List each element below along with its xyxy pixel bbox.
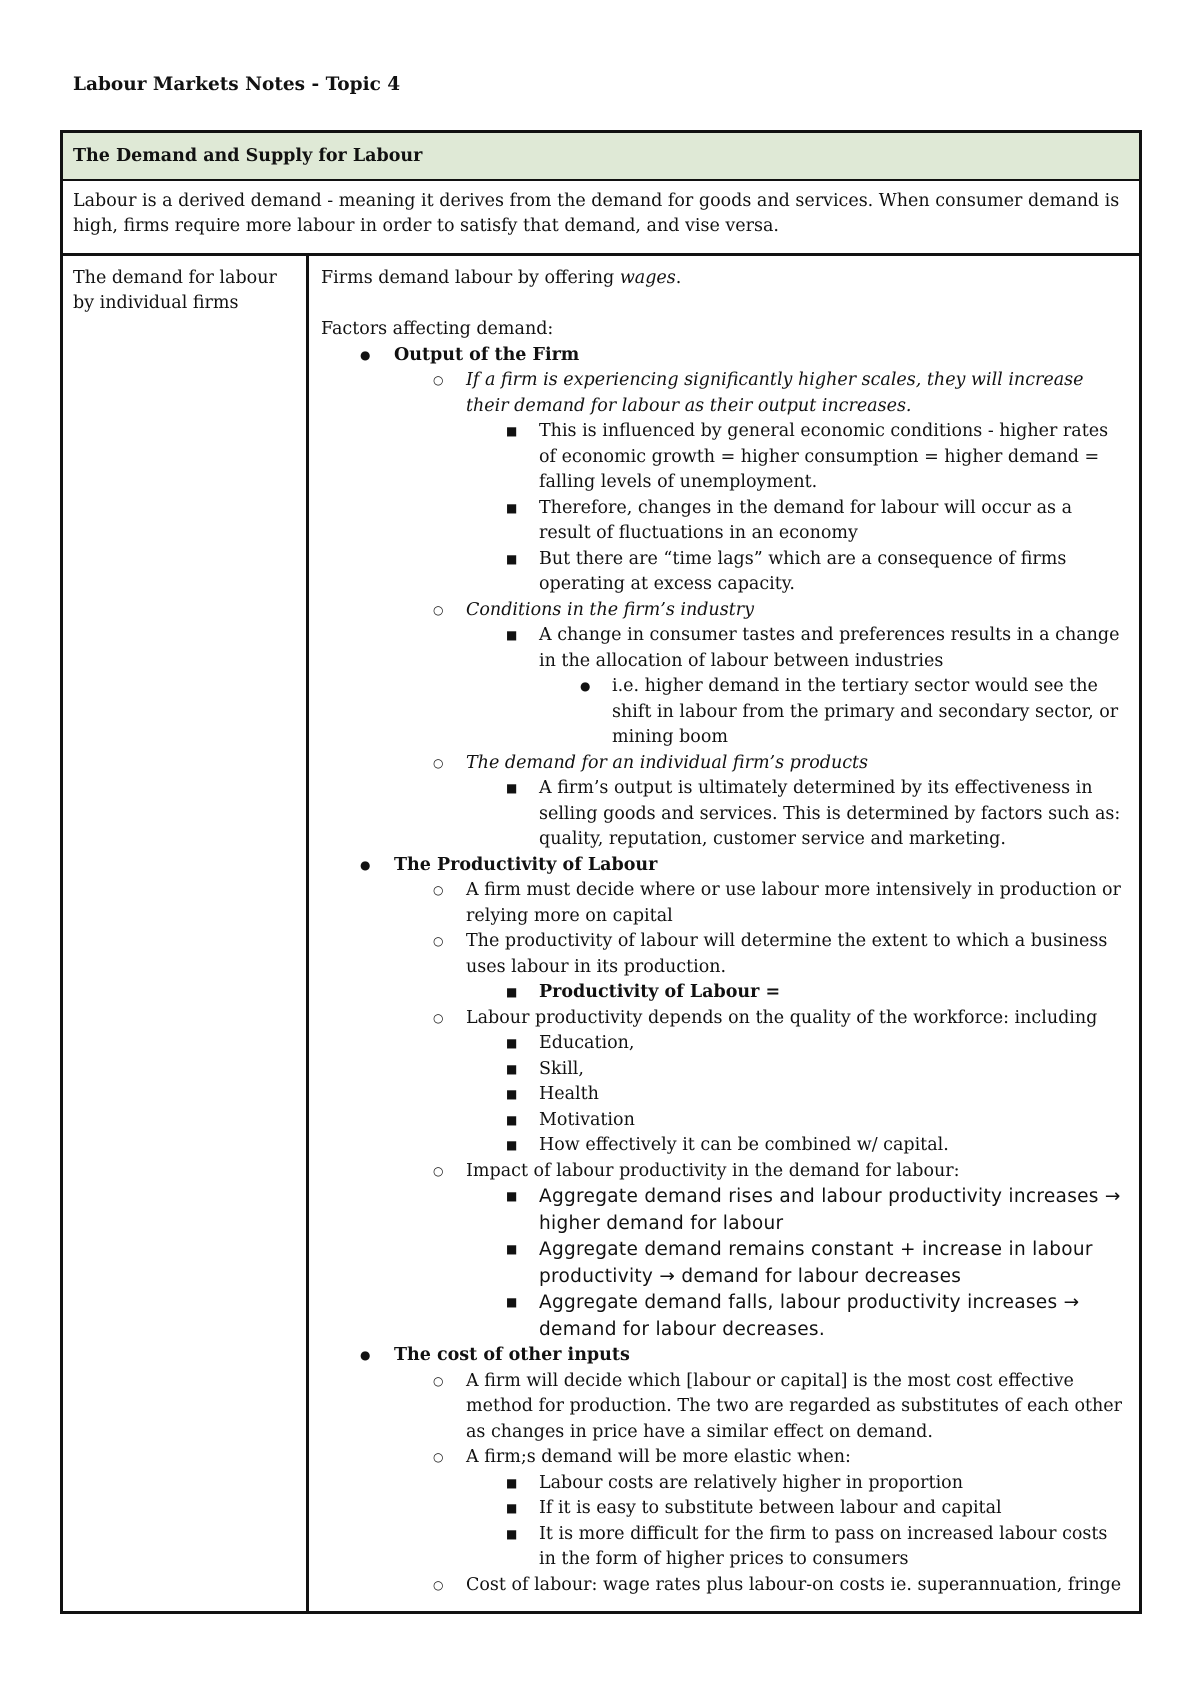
bullet-icon: ■: [506, 628, 518, 642]
list-item-text: But there are “time lags” which are a consequence of firms operating at excess capacity.: [539, 548, 1067, 594]
bullet-icon: ■: [506, 985, 518, 999]
factors-heading: Factors affecting demand:: [321, 319, 554, 339]
list-item-text: How effectively it can be combined w/ capital.: [539, 1135, 949, 1155]
factors-list: [321, 343, 1129, 1599]
list-item-text: A firm;s demand will be more elastic when:: [466, 1447, 851, 1467]
bullet-icon: ●: [360, 347, 371, 362]
bullet-icon: ■: [506, 1189, 518, 1203]
list-item-text: Aggregate demand falls, labour productivity increases → demand for labour decreases.: [539, 1292, 1080, 1340]
list-item: [321, 623, 1129, 674]
list-item-text: Labour productivity depends on the quality of the workforce: including: [466, 1007, 1098, 1028]
content-cell: [309, 256, 1139, 1611]
list-item-text: A change in consumer tastes and preferences results in a change in the allocation of labour between industries: [539, 625, 1120, 671]
bullet-icon: ○: [433, 1373, 444, 1388]
list-item: [321, 1184, 1129, 1237]
list-item: [321, 547, 1129, 598]
list-item-text: A firm must decide where or use labour more intensively in production or relying more on capital: [466, 880, 1121, 926]
list-item: [321, 1057, 1129, 1083]
bullet-icon: ●: [360, 857, 371, 872]
list-item: [321, 878, 1129, 929]
wages-line: Firms demand labour by offering wages.: [321, 268, 682, 288]
bullet-icon: ○: [433, 373, 444, 387]
table-header: The Demand and Supply for Labour: [63, 133, 1139, 181]
row-label: The demand for labour by individual firms: [63, 256, 309, 1611]
list-item-text: Output of the Firm: [394, 344, 580, 365]
bullet-icon: ■: [506, 1295, 518, 1309]
bullet-icon: ■: [506, 1112, 518, 1127]
bullet-icon: ○: [433, 1577, 444, 1592]
list-item: [321, 929, 1129, 980]
list-item: [321, 1159, 1129, 1185]
list-item-text: If a firm is experiencing significantly higher scales, they will increase their demand for labour as their output increases.: [466, 370, 1084, 416]
list-item: [321, 368, 1129, 419]
list-item: [321, 1237, 1129, 1290]
bullet-icon: ○: [433, 1450, 444, 1464]
list-item-text: i.e. higher demand in the tertiary sector would see the shift in labour from the primary and secondary sector, or mining boom: [612, 676, 1119, 747]
bullet-icon: ○: [433, 755, 444, 770]
list-item-text: The demand for an individual firm’s products: [466, 752, 869, 773]
list-item-text: The cost of other inputs: [394, 1345, 630, 1365]
list-item-text: Education,: [539, 1033, 635, 1053]
bullet-icon: ■: [506, 551, 518, 566]
list-item: [321, 343, 1129, 369]
list-item-text: A firm’s output is ultimately determined by its effectiveness in selling goods and services. This is determined by factors such as: quality, reputation, customer service and marketing.: [539, 778, 1121, 849]
document-title: Labour Markets Notes - Topic 4: [73, 74, 401, 95]
list-item-text: The productivity of labour will determine the extent to which a business uses labour in its production.: [466, 931, 1108, 977]
bullet-icon: ■: [506, 424, 518, 438]
list-item: [321, 1006, 1129, 1032]
list-item-text: This is influenced by general economic conditions - higher rates of economic growth = higher consumption = higher demand = falling levels of unemployment.: [539, 421, 1109, 492]
bullet-icon: ■: [506, 1501, 518, 1515]
bullet-icon: ■: [506, 1087, 518, 1101]
list-item-text: Therefore, changes in the demand for labour will occur as a result of fluctuations in an economy: [539, 497, 1073, 543]
list-item: [321, 1082, 1129, 1108]
list-item-text: Aggregate demand rises and labour productivity increases → higher demand for labour: [539, 1186, 1121, 1234]
list-item-text: Conditions in the firm’s industry: [466, 599, 754, 620]
bullet-icon: ■: [506, 1475, 518, 1490]
list-item: [321, 1522, 1129, 1573]
notes-table: [60, 130, 1142, 1614]
list-item-text: The Productivity of Labour: [394, 854, 658, 875]
list-item-text: Productivity of Labour =: [539, 982, 781, 1002]
bullet-icon: ■: [506, 1526, 518, 1541]
list-item: [321, 496, 1129, 547]
list-item-text: Labour costs are relatively higher in proportion: [539, 1472, 963, 1493]
bullet-icon: ○: [433, 883, 444, 897]
bullet-icon: ■: [506, 1036, 518, 1050]
intro-paragraph: Labour is a derived demand - meaning it derives from the demand for goods and services. When consumer demand is high, firms require more labour in order to satisfy that demand, and vise versa.: [63, 181, 1139, 256]
list-item: [321, 1369, 1129, 1446]
bullet-icon: ■: [506, 1242, 518, 1256]
bullet-icon: ○: [433, 934, 444, 948]
bullet-icon: ●: [360, 1348, 371, 1362]
list-item-text: Cost of labour: wage rates plus labour-on costs ie. superannuation, fringe: [466, 1574, 1122, 1595]
list-item: [321, 751, 1129, 777]
bullet-icon: ●: [580, 679, 591, 693]
list-item: [321, 1290, 1129, 1343]
list-item: [321, 1343, 1129, 1369]
bullet-icon: ■: [506, 781, 518, 795]
list-item: [321, 853, 1129, 879]
bullet-icon: ○: [433, 602, 444, 617]
list-item: [321, 1496, 1129, 1522]
list-item-text: A firm will decide which [labour or capital] is the most cost effective method for production. The two are regarded as substitutes of each other as changes in price have a similar effect on demand.: [466, 1370, 1123, 1442]
list-item: [321, 1108, 1129, 1134]
bullet-icon: ○: [433, 1010, 444, 1025]
list-item-text: If it is easy to substitute between labour and capital: [539, 1498, 1002, 1518]
bullet-icon: ■: [506, 1138, 518, 1152]
list-item-text: It is more difficult for the firm to pass on increased labour costs in the form of higher prices to consumers: [539, 1523, 1108, 1569]
list-item: [321, 1031, 1129, 1057]
list-item: [321, 776, 1129, 853]
list-item-text: Motivation: [539, 1109, 635, 1130]
list-item: [321, 1133, 1129, 1159]
list-item-text: Skill,: [539, 1058, 584, 1079]
list-item: [321, 1471, 1129, 1497]
bullet-icon: ■: [506, 500, 518, 515]
list-item: [321, 980, 1129, 1006]
list-item-text: Impact of labour productivity in the demand for labour:: [466, 1160, 960, 1181]
bullet-icon: ○: [433, 1163, 444, 1178]
list-item: [321, 598, 1129, 624]
bullet-icon: ■: [506, 1061, 518, 1076]
list-item: [321, 419, 1129, 496]
list-item: [321, 1445, 1129, 1471]
list-item: [321, 1573, 1129, 1599]
list-item-text: Health: [539, 1084, 599, 1104]
list-item: [321, 674, 1129, 751]
list-item-text: Aggregate demand remains constant + increase in labour productivity → demand for labour decreases: [539, 1239, 1093, 1287]
